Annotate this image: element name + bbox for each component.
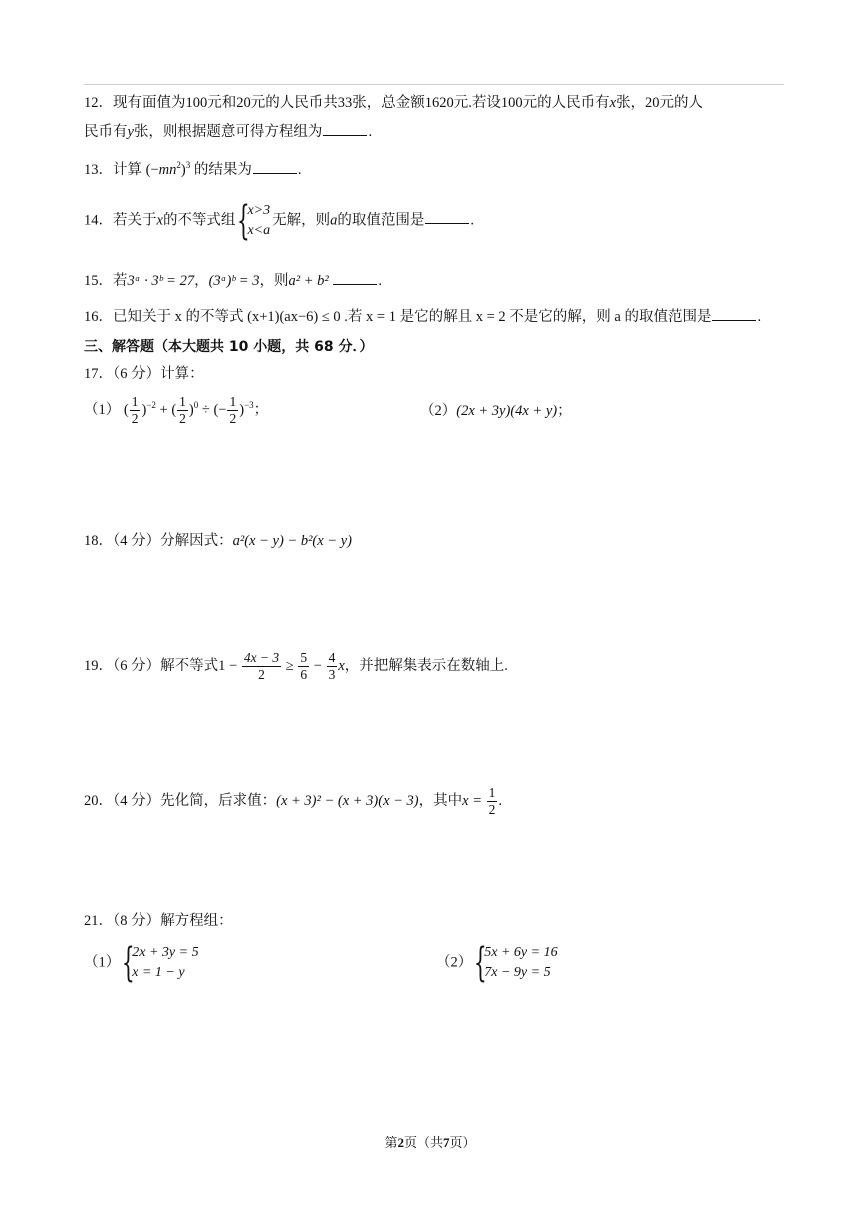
question-17-title: 17．（6 分）计算： <box>84 366 204 382</box>
question-12-line-2: 民币有y张，则根据题意可得方程组为 . <box>84 121 372 142</box>
answer-blank[interactable] <box>253 159 297 174</box>
answer-blank[interactable] <box>333 270 377 285</box>
question-15: 15．若3ᵃ · 3ᵇ = 27，(3ᵃ)ᵇ = 3，则a² + b² . <box>84 270 382 291</box>
equation-system: { 2x + 3y = 5 x = 1 − y <box>122 940 199 986</box>
question-21-title: 21．（8 分）解方程组： <box>84 913 233 929</box>
question-20: 20．（4 分）先化简，后求值：(x + 3)² − (x + 3)(x − 3)，其中x = $\frac{1}{2}$ . <box>84 785 502 817</box>
header-rule <box>84 84 784 85</box>
answer-blank[interactable] <box>425 209 469 224</box>
question-18: 18．（4 分）分解因式：a²(x − y) − b²(x − y) <box>84 533 352 549</box>
question-12-line-1: 12．现有面值为100元和20元的人民币共33张，总金额1620元.若设100元的人民币有x张，20元的人 <box>84 95 704 111</box>
question-16: 16．已知关于 x 的不等式 (x+1)(ax−6) ≤ 0 .若 x = 1 是它的解且 x = 2 不是它的解，则 a 的取值范围是 . <box>84 306 761 327</box>
question-21-part-2: （2） { 5x + 6y = 16 7x − 9y = 5 <box>436 940 558 986</box>
answer-blank[interactable] <box>323 121 367 136</box>
question-17-part-2: （2）(2x + 3y)(4x + y)； <box>420 403 572 419</box>
question-13: 13．计算 $(-mn^2)^3$ 的结果为 . <box>84 160 302 178</box>
equation-system: { 5x + 6y = 16 7x − 9y = 5 <box>474 940 558 986</box>
inequality-system: { x>3 x<a <box>237 198 271 244</box>
answer-blank[interactable] <box>712 306 756 321</box>
question-21-part-1: （1） { 2x + 3y = 5 x = 1 − y <box>84 940 199 986</box>
question-17-part-1: （1） ( $\frac{1}{2}$ )$^{-2}$ + ( $\frac{1}{2}$ )$^0$ ÷ (− $\frac{1}{2}$ )$^{-3}$； <box>84 394 269 426</box>
section-3-heading: 三、解答题（本大题共 10 小题，共 68 分．） <box>84 339 374 355</box>
question-19: 19．（6 分）解不等式1 − $\frac{4x - 3}{2}$ ≥ $\frac{5}{6}$ − $\frac{4}{3}$ x，并把解集表示在数轴上. <box>84 650 508 682</box>
page-footer: 第2页（共7页） <box>384 1135 476 1150</box>
question-14: 14．若关于x的不等式组 { x>3 x<a 无解，则a的取值范围是 . <box>84 198 474 244</box>
